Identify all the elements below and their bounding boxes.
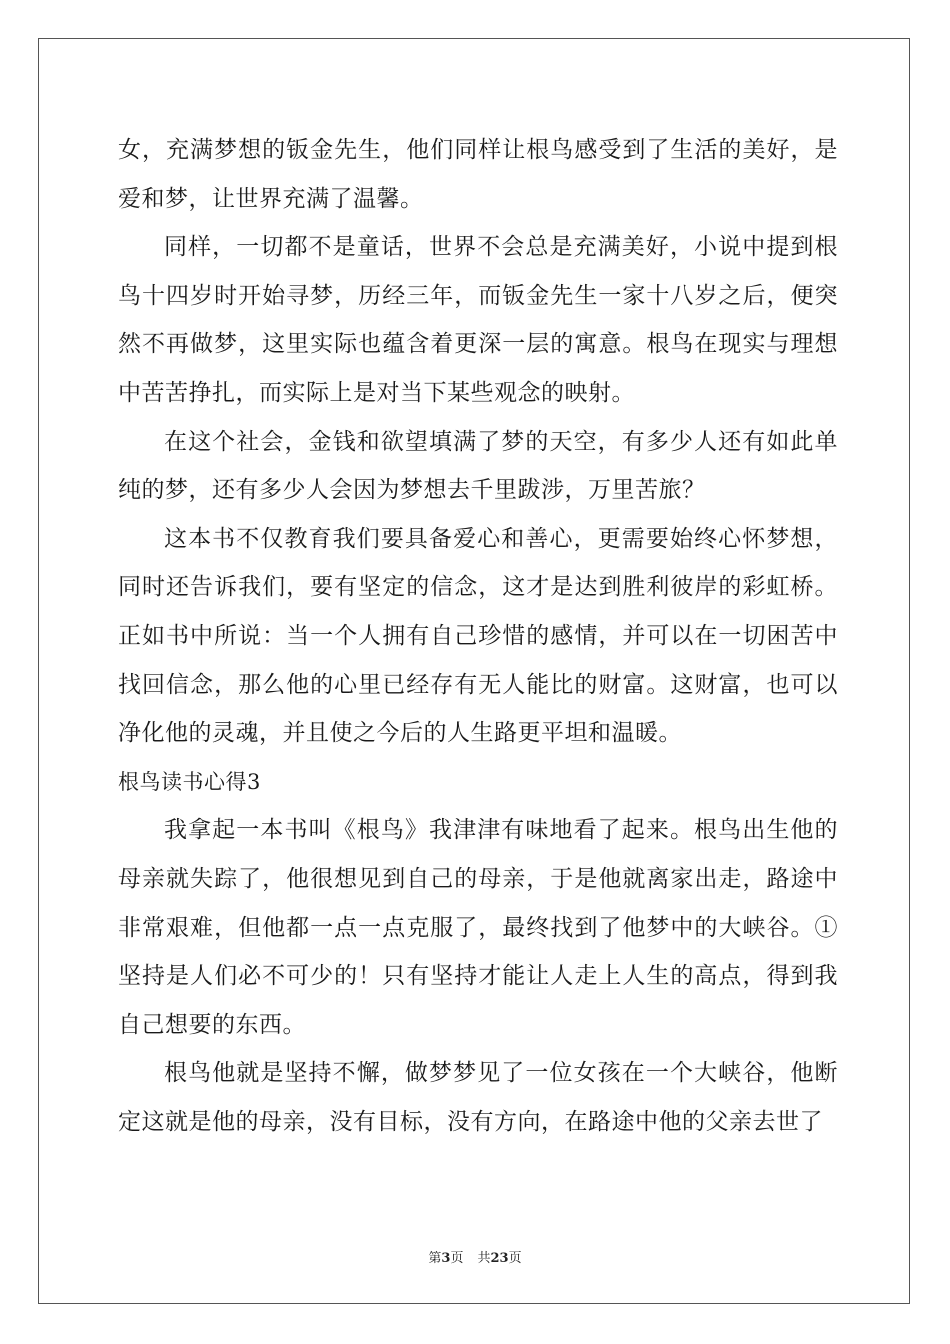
- paragraph-2: 同样，一切都不是童话，世界不会总是充满美好，小说中提到根鸟十四岁时开始寻梦，历经三年，而钣金先生一家十八岁之后，便突然不再做梦，这里实际也蕴含着更深一层的寓意。根鸟在现实与理想中苦苦挣扎，而实际上是对当下某些观念的映射。: [118, 234, 838, 406]
- paragraph-5: 我拿起一本书叫《根鸟》我津津有味地看了起来。根鸟出生他的母亲就失踪了，他很想见到自己的母亲，于是他就离家出走，路途中非常艰难，但他都一点一点克服了，最终找到了他梦中的大峡谷。①坚持是人们必不可少的！只有坚持才能让人走上人生的高点，得到我自己想要的东西。: [118, 817, 838, 1038]
- paragraph-1: 女，充满梦想的钣金先生，他们同样让根鸟感受到了生活的美好，是爱和梦，让世界充满了温馨。: [118, 137, 838, 212]
- paragraph-4: 这本书不仅教育我们要具备爱心和善心，更需要始终心怀梦想，同时还告诉我们，要有坚定的信念，这才是达到胜利彼岸的彩虹桥。正如书中所说：当一个人拥有自己珍惜的感情，并可以在一切困苦中找回信念，那么他的心里已经存有无人能比的财富。这财富，也可以净化他的灵魂，并且使之今后的人生路更平坦和温暖。: [118, 525, 838, 747]
- total-suffix: 页: [508, 1251, 522, 1266]
- paragraph-6: 根鸟他就是坚持不懈，做梦梦见了一位女孩在一个大峡谷，他断定这就是他的母亲，没有目标，没有方向，在路途中他的父亲去世了: [118, 1060, 838, 1135]
- page-footer: [0, 1247, 950, 1266]
- total-prefix: 共: [477, 1251, 491, 1266]
- document-body: [118, 126, 838, 1146]
- page-prefix: 第: [428, 1251, 442, 1266]
- section-heading: 根鸟读书心得3: [118, 769, 261, 794]
- paragraph-3: 在这个社会，金钱和欲望填满了梦的天空，有多少人还有如此单纯的梦，还有多少人会因为梦想去千里跋涉，万里苦旅？: [118, 428, 838, 504]
- page-suffix: 页: [450, 1251, 464, 1266]
- page-number: 3: [441, 1251, 451, 1266]
- total-pages: 23: [490, 1251, 509, 1266]
